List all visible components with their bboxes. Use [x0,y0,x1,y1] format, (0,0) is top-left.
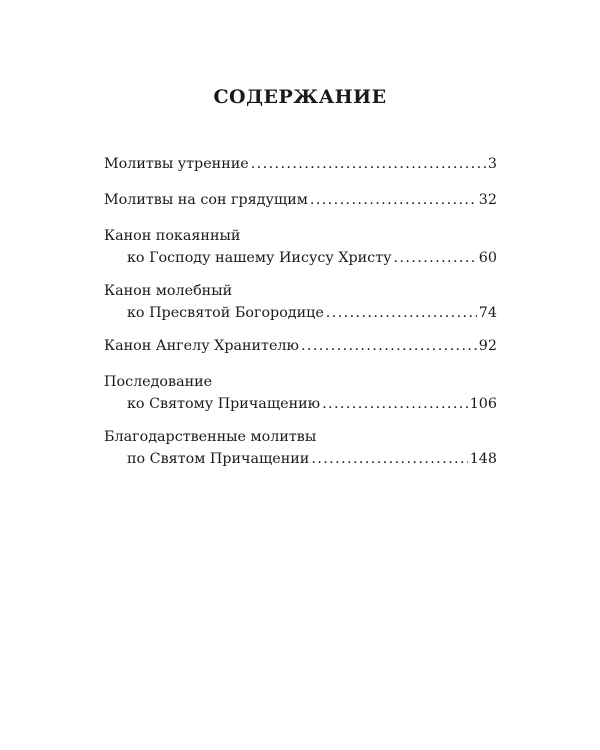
toc-entry-canon-of-supplication[interactable] [104,280,497,324]
toc-line [104,225,497,247]
toc-entry-subtitle: ко Господу нашему Иисусу Христу [127,250,392,266]
toc-page-number: 60 [478,250,497,266]
toc-entry-canon-of-repentance[interactable] [104,225,497,269]
toc-entry-title: Молитвы утренние [104,156,249,172]
toc-entry-title: Канон молебный [104,283,233,299]
toc-line [104,153,497,175]
toc-line [104,189,497,211]
toc-page-number: 106 [469,396,497,412]
toc-line [104,280,497,302]
toc-line-continuation [104,393,497,415]
toc-page-number: 32 [478,192,497,208]
toc-page-number: 148 [469,451,497,467]
toc-line-continuation [104,247,497,269]
toc-entry-title: Благодарственные молитвы [104,429,317,445]
toc-line-continuation [104,448,497,470]
toc-line [104,335,497,357]
dot-leader [394,247,477,269]
toc-entry-communion-rule[interactable] [104,371,497,415]
toc-line [104,371,497,393]
toc-entry-subtitle: ко Святому Причащению [127,396,321,412]
toc-page-number: 92 [478,338,497,354]
toc-page-number: 3 [487,156,497,172]
table-of-contents [104,153,497,481]
dot-leader [251,153,486,175]
page-title: СОДЕРЖАНИЕ [213,86,387,108]
toc-entry-title: Молитвы на сон грядущим [104,192,308,208]
toc-entry-title: Последование [104,374,213,390]
toc-entry-thanksgiving-prayers[interactable] [104,426,497,470]
toc-entry-subtitle: ко Пресвятой Богородице [127,305,324,321]
toc-entry-title: Канон Ангелу Хранителю [104,338,299,354]
toc-entry-subtitle: по Святом Причащении [127,451,310,467]
dot-leader [311,448,467,470]
toc-line [104,426,497,448]
toc-page-number: 74 [478,305,497,321]
dot-leader [322,393,468,415]
toc-line-continuation [104,302,497,324]
toc-entry-morning-prayers[interactable] [104,153,497,175]
toc-entry-guardian-angel-canon[interactable] [104,335,497,357]
toc-entry-title: Канон покаянный [104,228,241,244]
dot-leader [310,189,477,211]
toc-entry-evening-prayers[interactable] [104,189,497,211]
dot-leader [326,302,477,324]
dot-leader [301,335,477,357]
